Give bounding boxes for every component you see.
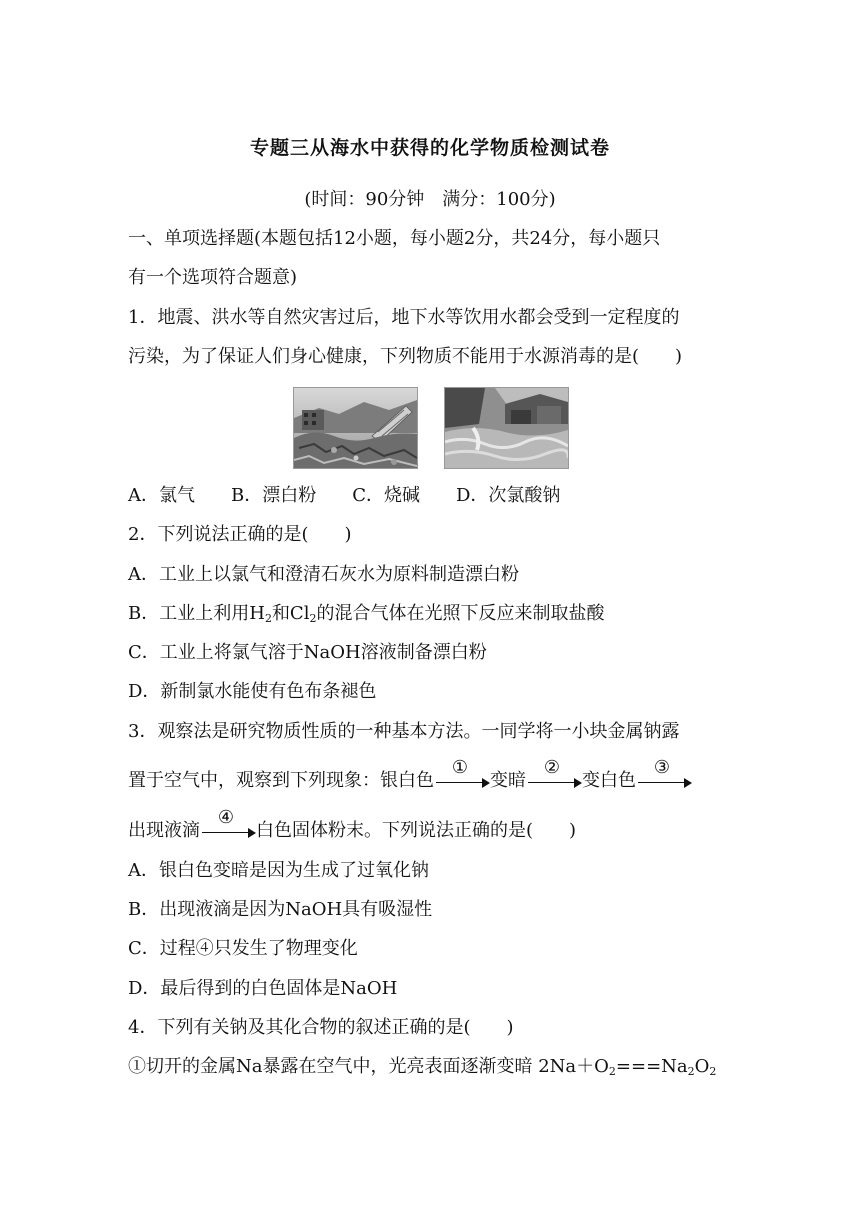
q3-text: 变白色: [582, 770, 636, 791]
q2-stem: 2．下列说法正确的是( ): [128, 524, 352, 545]
page-title: 专题三从海水中获得的化学物质检测试卷: [249, 137, 610, 159]
reaction-arrow: [434, 757, 490, 793]
q3-stem-line2: [128, 757, 692, 793]
subscript: 2: [309, 612, 317, 625]
q4-item-1: [128, 1055, 716, 1079]
q4-item-text: ===Na: [615, 1056, 688, 1077]
subscript: 2: [687, 1065, 695, 1078]
q2-option-a: A．工业上以氯气和澄清石灰水为原料制造漂白粉: [128, 564, 519, 585]
q3-option-b: B．出现液滴是因为NaOH具有吸湿性: [128, 899, 433, 920]
q3-option-a: A．银白色变暗是因为生成了过氧化钠: [128, 860, 429, 881]
section-heading-line1: 一、单项选择题(本题包括12小题，每小题2分，共24分，每小题只: [128, 228, 661, 249]
q3-option-d: D．最后得到的白色固体是NaOH: [128, 978, 398, 999]
arrow-step-label: ②: [543, 757, 561, 778]
q1-stem-line2: 污染，为了保证人们身心健康，下列物质不能用于水源消毒的是( ): [128, 346, 683, 367]
q2-option-b-text: 的混合气体在光照下反应来制取盐酸: [316, 603, 605, 624]
q3-text: 出现液滴: [128, 820, 200, 841]
subscript: 2: [709, 1065, 717, 1078]
q3-option-c: C．过程④只发生了物理变化: [128, 938, 358, 959]
section-heading-line2: 有一个选项符合题意): [128, 267, 298, 288]
q2-option-b-text: 和Cl: [271, 603, 310, 624]
subscript: 2: [608, 1065, 616, 1078]
q4-item-text: ①切开的金属Na暴露在空气中，光亮表面逐渐变暗 2Na＋O: [128, 1056, 609, 1077]
q2-option-b-text: B．工业上利用H: [128, 603, 265, 624]
q2-option-b: [128, 602, 604, 626]
q2-option-d: D．新制氯水能使有色布条褪色: [128, 681, 377, 702]
arrow-step-label: ③: [653, 757, 671, 778]
reaction-arrow: [200, 807, 256, 843]
q4-item-text: O: [694, 1056, 710, 1077]
q4-stem: 4．下列有关钠及其化合物的叙述正确的是( ): [128, 1017, 514, 1038]
reaction-arrow: [636, 757, 692, 793]
subscript: 2: [264, 612, 272, 625]
reaction-arrow: [526, 757, 582, 793]
earthquake-photo: [293, 387, 418, 469]
q3-text: 置于空气中，观察到下列现象：银白色: [128, 770, 434, 791]
q3-text: 变暗: [490, 770, 526, 791]
q1-stem-line1: 1．地震、洪水等自然灾害过后，地下水等饮用水都会受到一定程度的: [128, 307, 680, 328]
q1-options: A．氯气 B．漂白粉 C．烧碱 D．次氯酸钠: [128, 485, 561, 506]
arrow-step-label: ④: [217, 807, 235, 828]
flood-photo: [444, 387, 569, 469]
q3-text: 白色固体粉末。下列说法正确的是( ): [256, 820, 577, 841]
exam-info: (时间：90分钟 满分：100分): [304, 189, 556, 210]
q2-option-c: C．工业上将氯气溶于NaOH溶液制备漂白粉: [128, 642, 487, 663]
q3-stem-line1: 3．观察法是研究物质性质的一种基本方法。一同学将一小块金属钠露: [128, 721, 680, 742]
arrow-step-label: ①: [451, 757, 469, 778]
q3-stem-line3: [128, 807, 577, 843]
